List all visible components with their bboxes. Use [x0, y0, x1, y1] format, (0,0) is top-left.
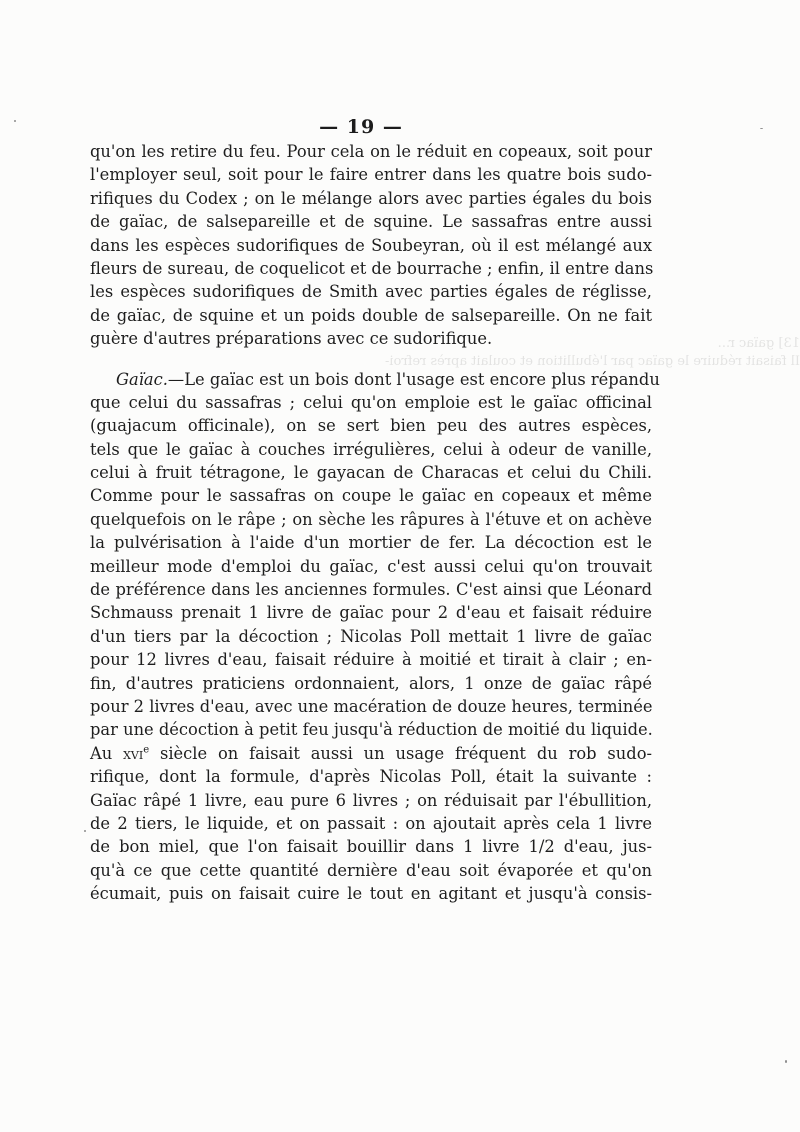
text-line: les espèces sudorifiques de Smith avec parties égales de réglisse,: [90, 282, 652, 302]
text-fragment: Au: [90, 743, 124, 763]
paragraph-gap: [90, 351, 652, 368]
text-line: Gaïac râpé 1 livre, eau pure 6 livres ; on réduisait par l'ébullition,: [90, 790, 652, 810]
text-line: pour 12 livres d'eau, faisait réduire à moitié et tirait à clair ; en-: [90, 650, 652, 670]
paper-speck: [785, 1060, 787, 1063]
text-line: la pulvérisation à l'aide d'un mortier de fer. La décoction est le: [90, 533, 652, 553]
text-line: rifique, dont la formule, d'après Nicolas Poll, était la suivante :: [90, 767, 652, 787]
text-line: de bon miel, que l'on faisait bouillir dans 1 livre 1/2 d'eau, jus-: [90, 837, 652, 857]
text-line: rifiques du Codex ; on le mélange alors avec parties égales du bois: [90, 188, 652, 208]
text-line: que celui du sassafras ; celui qu'on emploie est le gaïac officinal: [90, 392, 652, 412]
text-line: tels que le gaïac à couches irrégulières, celui à odeur de vanille,: [90, 439, 652, 459]
text-line: celui à fruit tétragone, le gayacan de Characas et celui du Chili.: [90, 463, 652, 483]
text-line: qu'à ce que cette quantité dernière d'eau soit évaporée et qu'on: [90, 860, 652, 880]
paragraph-lead-line: [90, 368, 660, 391]
text-line: (guajacum officinale), on se sert bien peu des autres espèces,: [90, 416, 652, 436]
text-line: meilleur mode d'emploi du gaïac, c'est aussi celui qu'on trouvait: [90, 556, 652, 576]
text-line: guère d'autres préparations avec ce sudorifique.: [90, 329, 493, 349]
century-numeral: xvi: [123, 743, 144, 763]
section-term: Gaïac.: [116, 369, 168, 389]
text-line: qu'on les retire du feu. Pour cela on le réduit en copeaux, soit pour: [90, 142, 652, 161]
text-line: fin, d'autres praticiens ordonnaient, alors, 1 onze de gaïac râpé: [90, 673, 652, 693]
paper-speck: [760, 128, 763, 129]
text-line: l'employer seul, soit pour le faire entrer dans les quatre bois sudo-: [90, 165, 652, 185]
text-line: écumait, puis on faisait cuire le tout en agitant et jusqu'à consis-: [90, 884, 652, 904]
body-text: [90, 140, 660, 906]
text-line: Schmauss prenait 1 livre de gaïac pour 2 d'eau et faisait réduire: [90, 603, 652, 623]
text-line: de préférence dans les anciennes formules. C'est ainsi que Léonard: [90, 580, 652, 600]
text-line: dans les espèces sudorifiques de Soubeyran, où il est mélangé aux: [90, 235, 652, 255]
text-line: par une décoction à petit feu jusqu'à réduction de moitié du liquide.: [90, 720, 653, 740]
text-line: fleurs de sureau, de coquelicot et de bourrache ; enfin, il entre dans: [90, 258, 654, 278]
page-number: — 19 —: [319, 116, 403, 138]
paper-speck: [84, 830, 86, 832]
text-line: Comme pour le sassafras on coupe le gaïac en copeaux et même: [90, 486, 652, 506]
text-fragment: —Le gaïac est un bois dont l'usage est encore plus répandu: [167, 369, 660, 389]
bleed-through-line: Il faisait réduire le gaïac par l'ébullition et coulait après refroi-: [384, 354, 800, 369]
century-superscript: e: [143, 744, 150, 756]
text-line: pour 2 livres d'eau, avec une macération de douze heures, terminée: [90, 696, 653, 716]
text-line: de 2 tiers, le liquide, et on passait : on ajoutait après cela 1 livre: [90, 813, 652, 833]
text-line: de gaïac, de salsepareille et de squine. Le sassafras entre aussi: [90, 212, 652, 232]
century-line: [90, 742, 652, 765]
text-line: d'un tiers par la décoction ; Nicolas Poll mettait 1 livre de gaïac: [90, 626, 652, 646]
bleed-through-line: 13] gaïac r...: [717, 336, 800, 351]
text-line: quelquefois on le râpe ; on sèche les râpures à l'étuve et on achève: [90, 509, 652, 529]
text-line: de gaïac, de squine et un poids double de salsepareille. On ne fait: [90, 305, 652, 325]
text-fragment: siècle on faisait aussi un usage fréquent du rob sudo-: [149, 743, 652, 763]
paper-speck: [14, 120, 16, 122]
